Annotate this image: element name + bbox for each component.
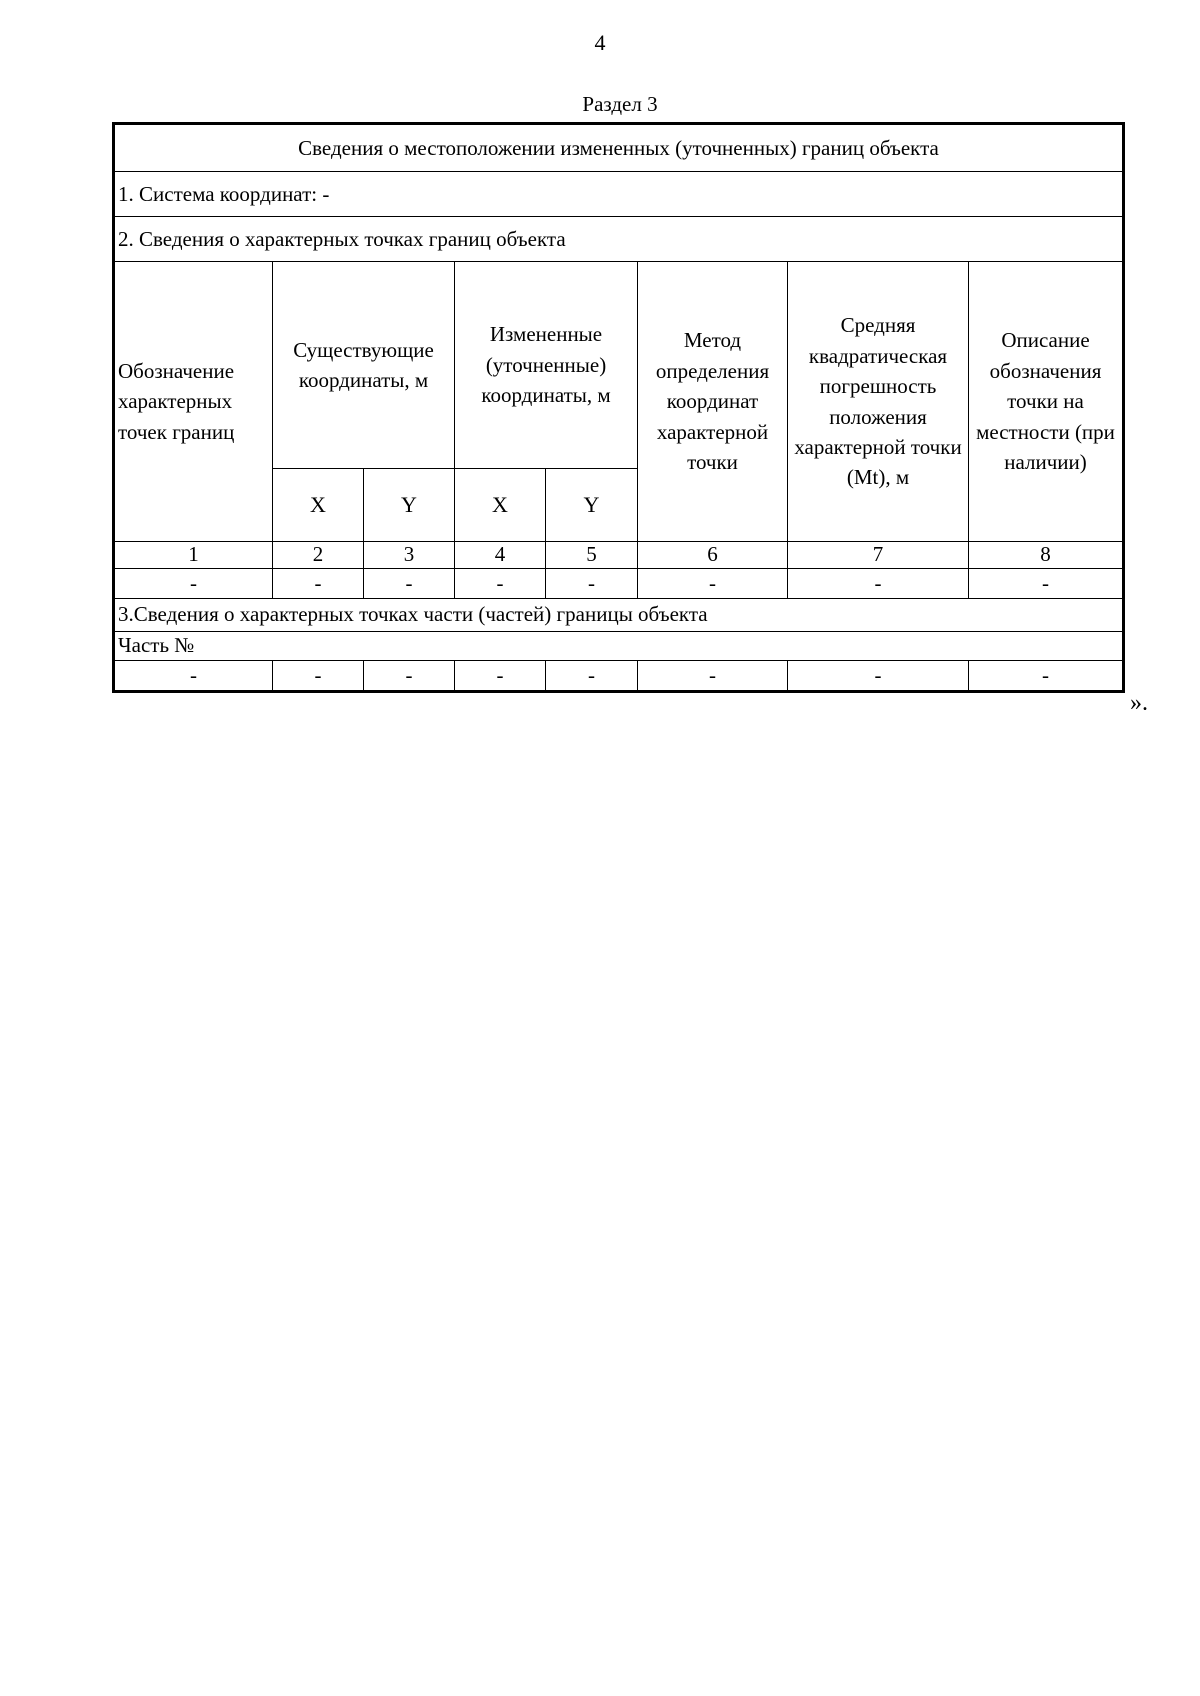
header-existing-coords: Существующие координаты, м — [273, 262, 455, 469]
boundary-points-table — [114, 124, 1123, 691]
header-changed-y: Y — [546, 469, 638, 542]
column-number: 1 — [115, 542, 273, 569]
table-cell: - — [273, 661, 364, 691]
table-cell: - — [788, 569, 969, 599]
column-number: 5 — [546, 542, 638, 569]
column-number: 4 — [455, 542, 546, 569]
closing-quote: ». — [1130, 690, 1148, 716]
part-label: Часть № — [115, 632, 1123, 661]
parts-heading: 3.Сведения о характерных точках части (частей) границы объекта — [115, 599, 1123, 632]
section-label: Раздел 3 — [582, 92, 658, 116]
table-row — [115, 661, 1123, 691]
table-cell: - — [115, 661, 273, 691]
coordinate-system: 1. Система координат: - — [115, 172, 1123, 217]
table-cell: - — [364, 661, 455, 691]
header-accuracy: Средняя квадратическая погрешность положения характерной точки (Mt), м — [788, 262, 969, 542]
column-number: 6 — [638, 542, 788, 569]
column-number: 8 — [969, 542, 1123, 569]
table-cell: - — [273, 569, 364, 599]
header-existing-x: X — [273, 469, 364, 542]
header-existing-y: Y — [364, 469, 455, 542]
column-number: 2 — [273, 542, 364, 569]
column-number: 7 — [788, 542, 969, 569]
table-cell: - — [638, 661, 788, 691]
header-designation: Обозначение характерных точек границ — [115, 262, 273, 542]
page-number: 4 — [594, 30, 606, 55]
table-cell: - — [969, 661, 1123, 691]
header-changed-x: X — [455, 469, 546, 542]
column-number: 3 — [364, 542, 455, 569]
table-cell: - — [638, 569, 788, 599]
table-row — [115, 569, 1123, 599]
points-heading: 2. Сведения о характерных точках границ объекта — [115, 217, 1123, 262]
header-description: Описание обозначения точки на местности (при наличии) — [969, 262, 1123, 542]
table-cell: - — [969, 569, 1123, 599]
header-method: Метод определения координат характерной точки — [638, 262, 788, 542]
table-cell: - — [455, 661, 546, 691]
table-cell: - — [455, 569, 546, 599]
table-title: Сведения о местоположении измененных (уточненных) границ объекта — [115, 125, 1123, 172]
table-cell: - — [546, 569, 638, 599]
table-cell: - — [546, 661, 638, 691]
table-cell: - — [364, 569, 455, 599]
table-cell: - — [115, 569, 273, 599]
column-numbers-row — [115, 542, 1123, 569]
table-cell: - — [788, 661, 969, 691]
header-changed-coords: Измененные (уточненные) координаты, м — [455, 262, 638, 469]
